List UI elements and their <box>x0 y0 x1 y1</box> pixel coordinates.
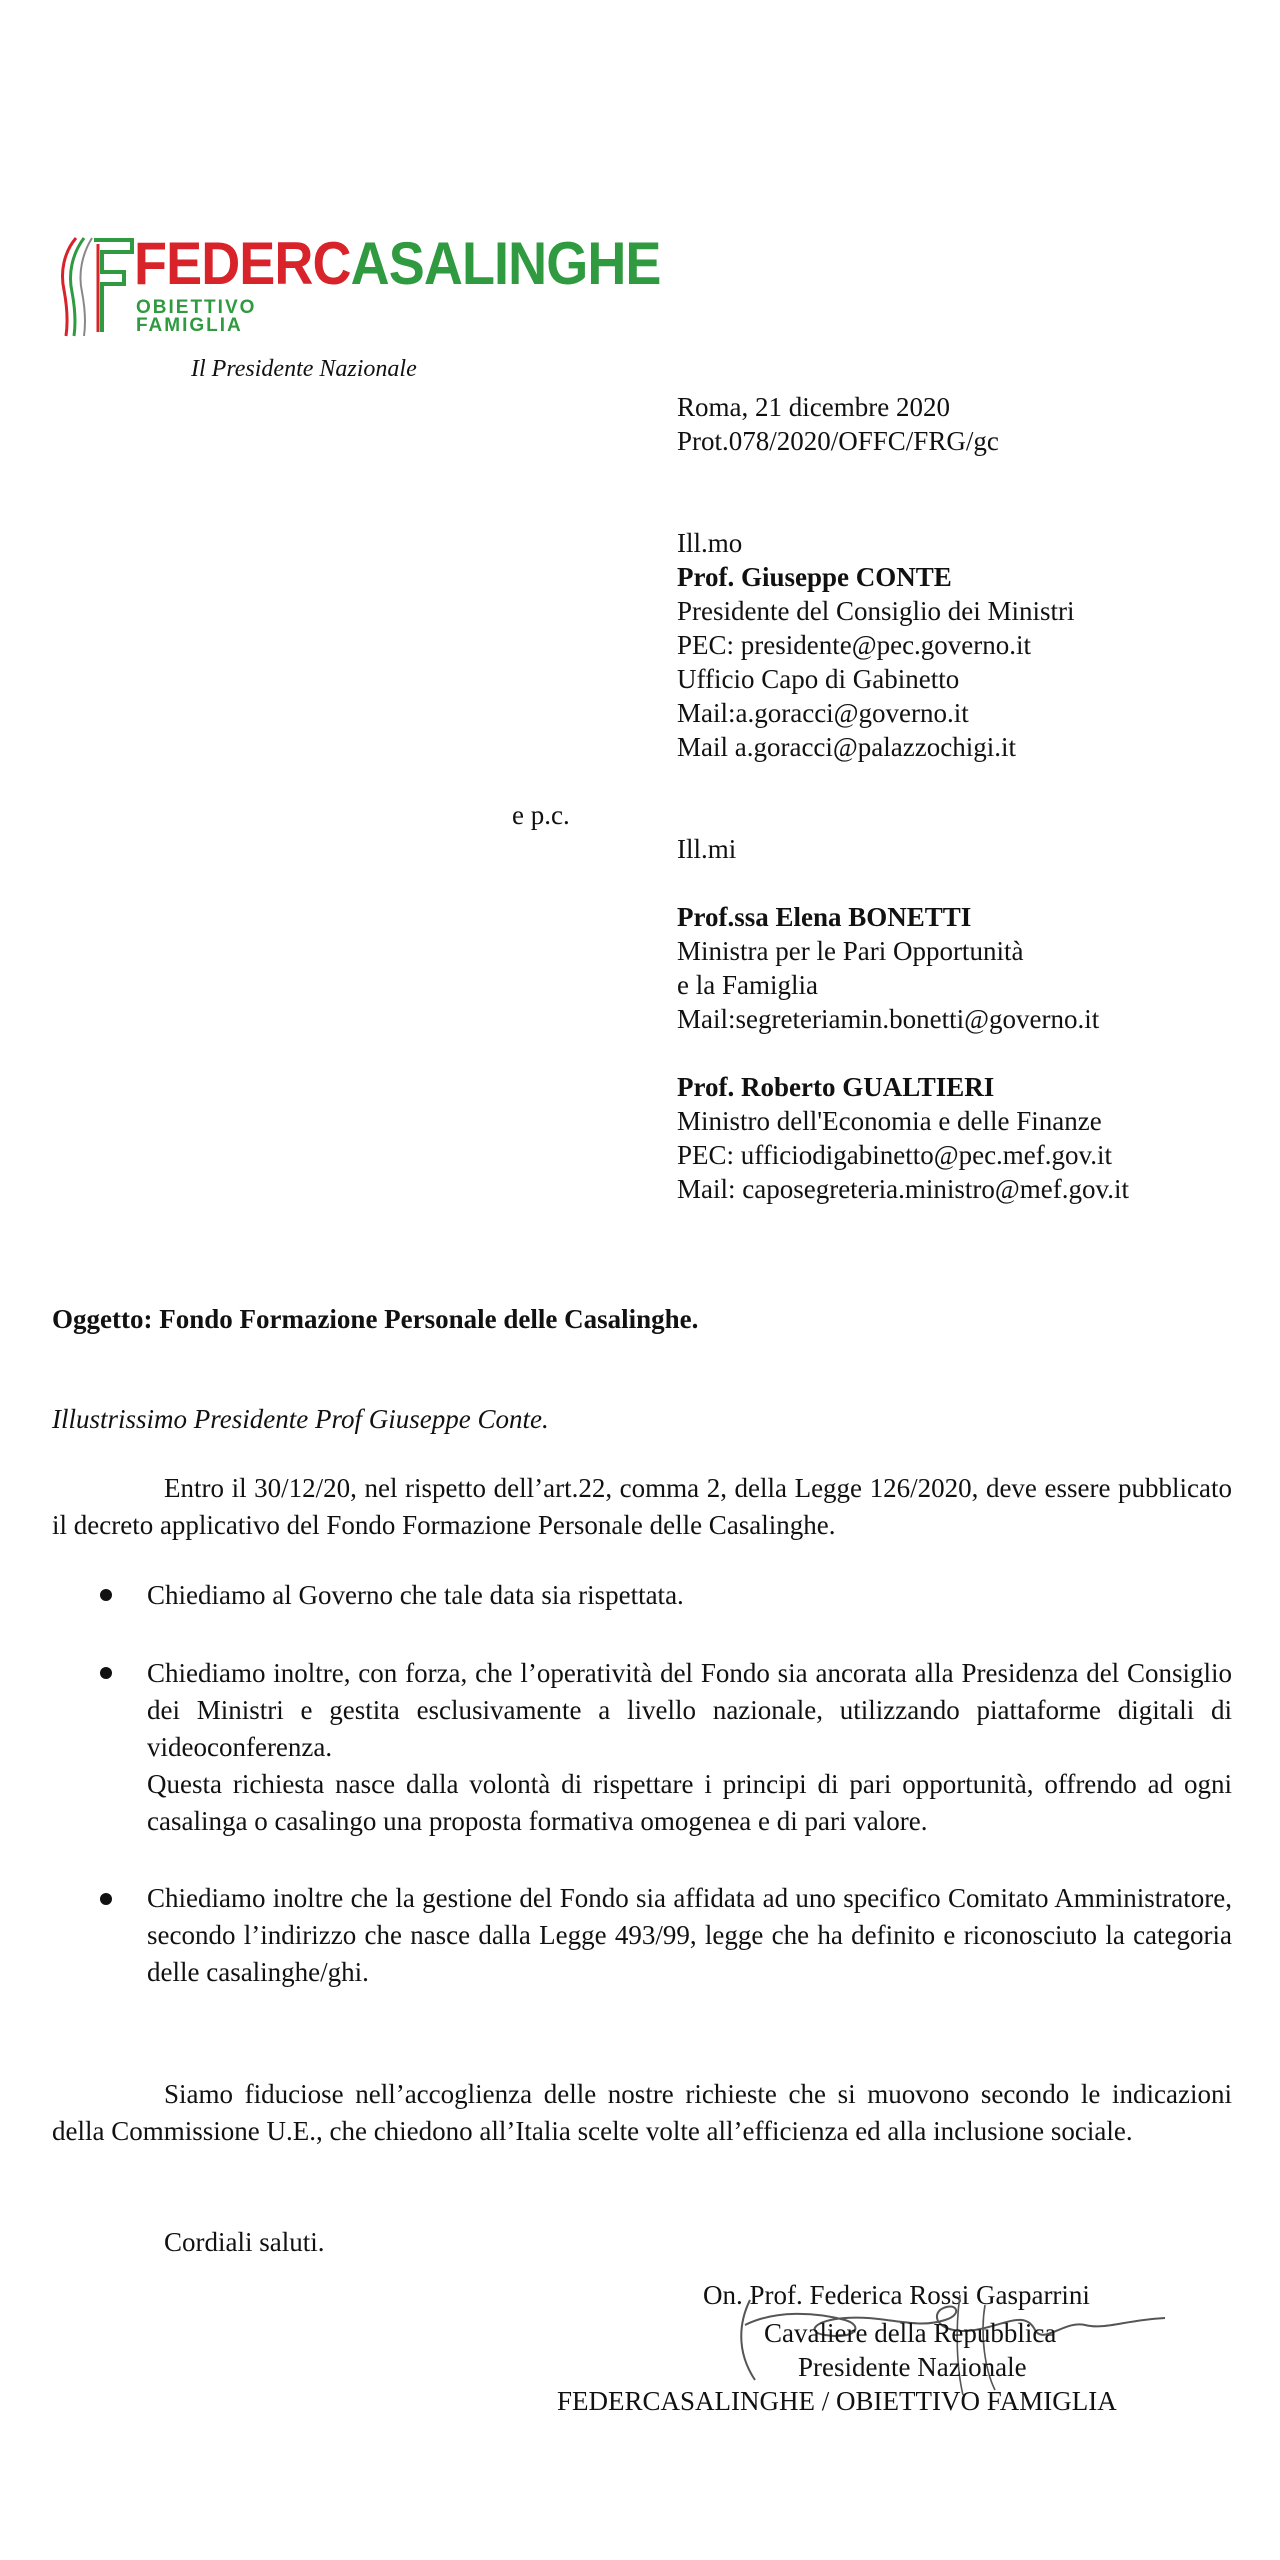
recipient-name: Prof. Giuseppe CONTE <box>677 562 952 592</box>
signatory-organization: FEDERCASALINGHE / OBIETTIVO FAMIGLIA <box>557 2386 1117 2416</box>
recipient-mail-1: Mail:a.goracci@governo.it <box>677 698 969 728</box>
intro-paragraph: Entro il 30/12/20, nel rispetto dell’art.22, comma 2, della Legge 126/2020, deve essere pubblicato il decreto applicativo del Fondo Formazione Personale delle Casalinghe. <box>52 1473 1232 1540</box>
bullet-item: Chiediamo inoltre, con forza, che l’operatività del Fondo sia ancorata alla Presidenza del Consiglio dei Ministri e gestita esclusivamente a livello nazionale, utilizzando piattaforme digitali di videoconferenza. <box>147 1658 1232 1762</box>
date-line: Roma, 21 dicembre 2020 <box>677 392 950 422</box>
closing-paragraph: Siamo fiduciose nell’accoglienza delle nostre richieste che si muovono secondo le indicazioni della Commissione U.E., che chiedono all’Italia scelte volte all’efficienza ed alla inclusione sociale. <box>52 2079 1232 2146</box>
logo-subtitle-2: FAMIGLIA <box>136 315 243 336</box>
bullet-item-continuation: Questa richiesta nasce dalla volontà di rispettare i principi di pari opportunità, offrendo ad ogni casalinga o casalingo una proposta formativa omogenea e di pari valore. <box>147 1769 1232 1836</box>
cc-recipient-role-cont: e la Famiglia <box>677 970 818 1000</box>
bullet-dot <box>100 1667 112 1679</box>
cc-salutation: Ill.mi <box>677 834 737 864</box>
cc-recipient-mail: Mail:segreteriamin.bonetti@governo.it <box>677 1004 1100 1034</box>
subject-line: Oggetto: Fondo Formazione Personale delle Casalinghe. <box>52 1304 699 1334</box>
recipient-office: Ufficio Capo di Gabinetto <box>677 664 960 694</box>
cc-label: e p.c. <box>512 800 570 830</box>
signatory-name: On. Prof. Federica Rossi Gasparrini <box>703 2280 1090 2310</box>
logo-part-feder: FEDER <box>134 230 313 297</box>
recipient-salutation: Ill.mo <box>677 528 743 558</box>
bullet-item: Chiediamo inoltre che la gestione del Fondo sia affidata ad uno specifico Comitato Amministratore, secondo l’indirizzo che nasce dalla Legge 493/99, legge che ha definito e riconosciuto la categoria delle casalinghe/ghi. <box>147 1883 1232 1987</box>
bullet-dot <box>100 1893 112 1905</box>
logo-part-c: C <box>312 230 351 297</box>
recipient-role: Presidente del Consiglio dei Ministri <box>677 596 1075 626</box>
cc-recipient-role: Ministra per le Pari Opportunità <box>677 936 1024 966</box>
federcasalinghe-logo-icon <box>54 232 136 338</box>
signatory-title-2: Presidente Nazionale <box>798 2352 1027 2382</box>
cc-recipient-pec: PEC: ufficiodigabinetto@pec.mef.gov.it <box>677 1140 1113 1170</box>
cc-recipient-mail: Mail: caposegreteria.ministro@mef.gov.it <box>677 1174 1129 1204</box>
cc-recipient-role: Ministro dell'Economia e delle Finanze <box>677 1106 1102 1136</box>
president-title: Il Presidente Nazionale <box>191 356 417 382</box>
logo-part-asalinghe: ASALINGHE <box>350 230 661 297</box>
cc-recipient-name: Prof.ssa Elena BONETTI <box>677 902 972 932</box>
bullet-dot <box>100 1589 112 1601</box>
signatory-title-1: Cavaliere della Repubblica <box>764 2318 1057 2348</box>
cc-recipient-name: Prof. Roberto GUALTIERI <box>677 1072 995 1102</box>
regards: Cordiali saluti. <box>164 2227 325 2257</box>
logo-subtitle-1: OBIETTIVO <box>136 297 257 318</box>
logo-wordmark <box>134 232 661 296</box>
recipient-mail-2: Mail a.goracci@palazzochigi.it <box>677 732 1016 762</box>
recipient-pec: PEC: presidente@pec.governo.it <box>677 630 1032 660</box>
bullet-item: Chiediamo al Governo che tale data sia rispettata. <box>147 1580 684 1610</box>
protocol-number: Prot.078/2020/OFFC/FRG/gc <box>677 426 999 456</box>
letter-salutation: Illustrissimo Presidente Prof Giuseppe Conte. <box>52 1404 549 1434</box>
